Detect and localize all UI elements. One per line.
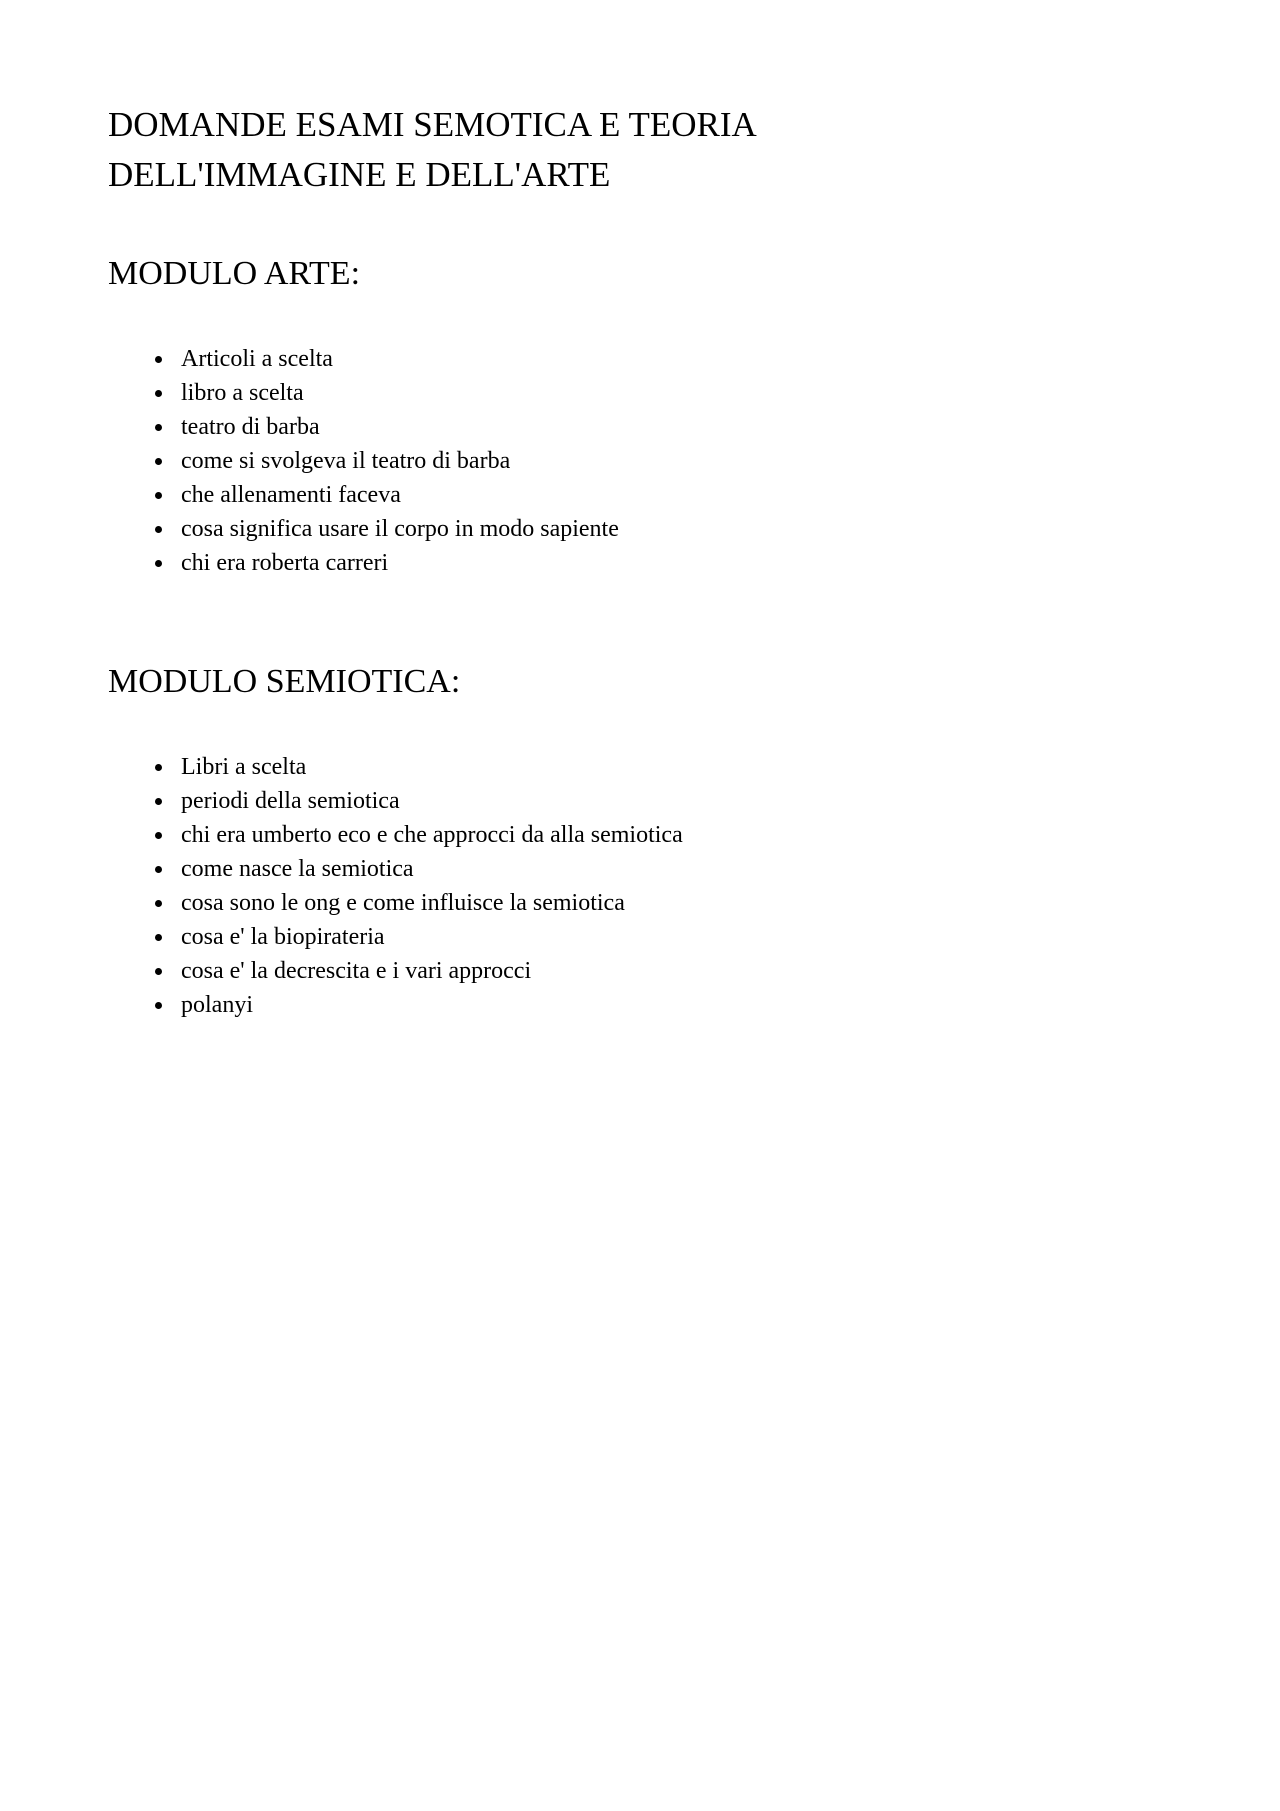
list-item: • chi era umberto eco e che approcci da alla semiotica <box>175 818 1172 852</box>
list-item: • che allenamenti faceva <box>175 478 1172 512</box>
list-item: • Libri a scelta <box>175 750 1172 784</box>
list-item: • periodi della semiotica <box>175 784 1172 818</box>
document-sections <box>108 254 1172 1022</box>
bullet-list <box>108 750 1172 1022</box>
list-item: • come si svolgeva il teatro di barba <box>175 444 1172 478</box>
page-title: DOMANDE ESAMI SEMOTICA E TEORIA DELL'IMMAGINE E DELL'ARTE <box>108 105 755 194</box>
list-item: • chi era roberta carreri <box>175 546 1172 580</box>
list-item: • cosa sono le ong e come influisce la semiotica <box>175 886 1172 920</box>
list-item: • teatro di barba <box>175 410 1172 444</box>
section-heading: MODULO SEMIOTICA: <box>108 663 461 700</box>
list-item: • Articoli a scelta <box>175 342 1172 376</box>
list-item: • come nasce la semiotica <box>175 852 1172 886</box>
list-item: • cosa e' la decrescita e i vari approcci <box>175 954 1172 988</box>
section-heading: MODULO ARTE: <box>108 255 361 292</box>
list-item: • libro a scelta <box>175 376 1172 410</box>
list-item: • cosa significa usare il corpo in modo sapiente <box>175 512 1172 546</box>
list-item: • polanyi <box>175 988 1172 1022</box>
list-item: • cosa e' la biopirateria <box>175 920 1172 954</box>
bullet-list <box>108 342 1172 580</box>
document-section <box>108 254 1172 580</box>
document-section <box>108 662 1172 1022</box>
